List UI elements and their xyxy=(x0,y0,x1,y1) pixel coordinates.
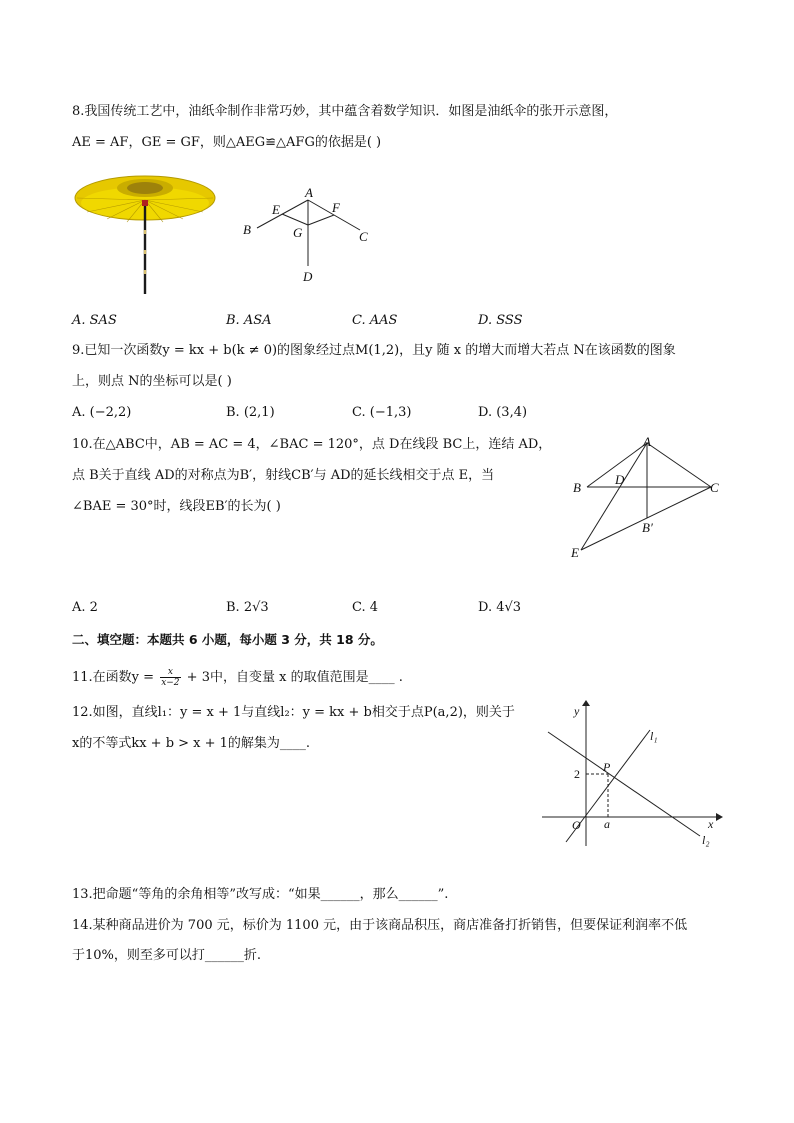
y-axis-label: y xyxy=(574,704,580,718)
q13-line1: 13.把命题“等角的余角相等”改写成：“如果______，那么______”. xyxy=(72,887,449,902)
umbrella-geometry-figure xyxy=(235,184,385,284)
point-B-label: B xyxy=(243,222,251,237)
q8-option-c[interactable]: C. AAS xyxy=(352,313,398,328)
q11-prefix: 11.在函数y = xyxy=(72,670,155,685)
q9-option-a[interactable]: A. (−2,2) xyxy=(72,405,132,420)
q10-option-b[interactable]: B. 2√3 xyxy=(226,600,269,615)
q8-option-a[interactable]: A. SAS xyxy=(72,313,117,328)
point-Bprime-label-q10: B′ xyxy=(642,520,653,535)
point-B-label-q10: B xyxy=(573,480,581,495)
q9-line2: 上，则点 N的坐标可以是( ) xyxy=(72,374,232,389)
point-G-label: G xyxy=(293,225,303,240)
point-E-label: E xyxy=(272,202,280,217)
q11-suffix: + 3中，自变量 x 的取值范围是____ . xyxy=(186,670,403,685)
section-2-heading: 二、填空题：本题共 6 小题，每小题 3 分，共 18 分。 xyxy=(72,632,383,647)
q8-option-b[interactable]: B. ASA xyxy=(226,313,272,328)
q11-fraction xyxy=(160,667,180,688)
a-label: a xyxy=(604,817,610,831)
q8-line1: 8.我国传统工艺中，油纸伞制作非常巧妙，其中蕴含着数学知识．如图是油纸伞的张开示意图， xyxy=(72,104,618,119)
oil-paper-umbrella-image xyxy=(72,170,218,296)
q12-line1: 12.如图，直线l₁：y = x + 1与直线l₂：y = kx + b相交于点P(a,2)，则关于 xyxy=(72,705,515,720)
point-C-label-q10: C xyxy=(710,480,719,495)
q10-option-a[interactable]: A. 2 xyxy=(72,600,98,615)
point-D-label: D xyxy=(303,269,313,284)
q9-option-c[interactable]: C. (−1,3) xyxy=(352,405,412,420)
triangle-figure-q10 xyxy=(565,432,735,564)
q11-frac-numerator: x xyxy=(160,667,180,678)
point-F-label: F xyxy=(332,200,340,215)
q12-line2: x的不等式kx + b > x + 1的解集为____. xyxy=(72,736,311,751)
q11-line xyxy=(72,667,403,688)
q10-line2: 点 B关于直线 AD的对称点为B′，射线CB′与 AD的延长线相交于点 E，当 xyxy=(72,468,495,483)
point-P-label: P xyxy=(603,760,611,774)
point-A-label-q10: A xyxy=(643,434,651,449)
point-E-label-q10: E xyxy=(571,545,579,560)
q11-frac-denominator: x−2 xyxy=(161,678,180,688)
q10-line3: ∠BAE = 30°时，线段EB′的长为( ) xyxy=(72,499,281,514)
q10-line1: 10.在△ABC中，AB = AC = 4，∠BAC = 120°，点 D在线段 BC上，连结 AD， xyxy=(72,437,552,452)
q14-line2: 于10%，则至多可以打______折. xyxy=(72,948,262,963)
q9-line1: 9.已知一次函数y = kx + b(k ≠ 0)的图象经过点M(1,2)，且y 随 x 的增大而增大若点 N在该函数的图象 xyxy=(72,343,676,358)
q10-option-d[interactable]: D. 4√3 xyxy=(478,600,522,615)
q10-option-c[interactable]: C. 4 xyxy=(352,600,379,615)
point-C-label: C xyxy=(359,229,368,244)
q9-option-b[interactable]: B. (2,1) xyxy=(226,405,275,420)
point-D-label-q10: D xyxy=(615,472,625,487)
l1-label: l₁ xyxy=(650,729,658,743)
q9-option-d[interactable]: D. (3,4) xyxy=(478,405,528,420)
l2-label: l₂ xyxy=(702,833,710,847)
q8-option-d[interactable]: D. SSS xyxy=(478,313,523,328)
q8-line2: AE = AF，GE = GF，则△AEG≌△AFG的依据是( ) xyxy=(72,135,382,150)
q14-line1: 14.某种商品进价为 700 元，标价为 1100 元，由于该商品积压，商店准备打折销售，但要保证利润率不低 xyxy=(72,918,688,933)
y-value-2-label: 2 xyxy=(574,767,580,781)
x-axis-label: x xyxy=(708,817,714,831)
origin-label: O xyxy=(572,818,581,832)
coordinate-graph-q12 xyxy=(538,700,724,850)
point-A-label: A xyxy=(305,185,313,200)
